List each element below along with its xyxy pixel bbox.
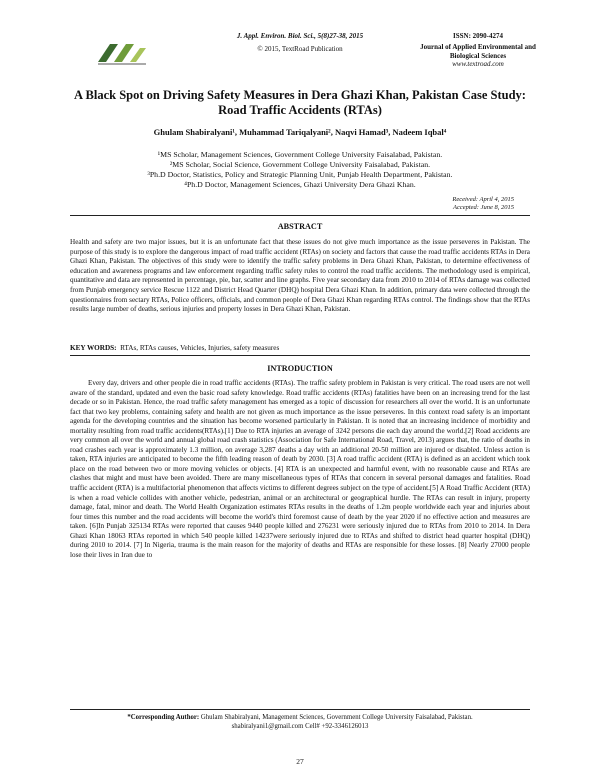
- journal-reference: J. Appl. Environ. Biol. Sci., 5(8)27-38, 2015: [236, 32, 364, 40]
- divider-bottom: [70, 355, 530, 356]
- journal-title: Journal of Applied Environmental and Biological Sciences: [420, 43, 536, 60]
- footnote-contact: shabiralyani1@gmail.com Cell# +92-3346126013: [231, 722, 369, 730]
- intro-text: Every day, drivers and other people die in road traffic accidents (RTAs). The traffic safety problem in Pakistan is very critical. The road users are not well aware of the standard, updated and even the basic road safety knowledge. Road traffic accidents (RTAs) fatalities have been on an increasing trend for the last decade or so in Pakistan. Hence, the road traffic safety management has emerged as a topic of discussion for researchers all over the world. It is an unfortunate fact that two key problems, containing safety and health are not given as much importance as the issue perseveres. In this context road safety is an important agenda for the developing countries and the situation has become worsened particularly in Pakistan. It is noted that an increasing incidence of morbidity and mortality resulting from road traffic accidents(RTAs).[1] Due to RTA injuries an average of 3242 persons die each day around the world.[2] Road accidents are very common all over the world and annual global road crash statistics (Association for Safe International Road, Travel, 2013) argues that, the ratio of deaths in road crashes each year is approximately 1.3 million, on average 3,287 deaths a day with an additional 20-50 million are injured or disabled. Unless action is taken, RTA injuries are anticipated to become the fifth leading reason of death by 2030. [3] A road traffic accident (RTA) is defined as an accident which took place on the road between two or more moving vehicles or objects. [4] RTA is an unexpected and harmful event, with no reasonable cause and RTAs are clashes that might and must have been avoided. There are many miscellaneous types of RTAs that concern in several personal damages and fatalities. Road traffic accident (RTA) is a multifactorial phenomenon that affects victims to different degrees subject on the type of accident.[5] A Road Traffic Accident (RTA) is when a road vehicle collides with another vehicle, pedestrian, animal or an architectural or geographical hurdle. The RTAs can result in injury, property damage, fatal, minor and death. The World Health Organization estimates RTAs results in the deaths of 1.2m people worldwide each year and injuries about four times this number and the road accidents will become the world's third foremost cause of death by the year 2020 if no effective action and measures are taken. [6]In Punjab 325134 RTAs were reported that causes 9440 people killed and 276231 were seriously injured due to RTAs from 2010 to 2014. In Dera Ghazi Khan 18063 RTAs reported in which 540 people killed 14237were seriously injured due to RTAs and shifted to district head quarter hospital (DHQ) during 2010 to 2014. [7] In Nigeria, trauma is the main reason for the majority of deaths and RTAs are responsible for these losses. [8] Nearly 27000 people lose their lives in Iran due to: [70, 379, 530, 559]
- divider-top: [70, 215, 530, 216]
- accepted-date: Accepted: June 8, 2015: [452, 204, 514, 211]
- journal-url[interactable]: www.textroad.com: [452, 60, 504, 68]
- journal-header: [200, 30, 400, 56]
- affiliations: [60, 150, 540, 190]
- affiliation-1: ¹MS Scholar, Management Sciences, Government College University Faisalabad, Pakistan.: [157, 150, 443, 159]
- abstract-text: Health and safety are two major issues, but it is an unfortunate fact that these issues do not give much importance as the issue perseveres in Pakistan. The purpose of this study is to explore the dangerous impact of road traffic accident (RTAs) on society and factors that cause the road traffic accidents RTAs in Dera Ghazi Khan, Pakistan. The objectives of this study were to identify the traffic safety problems in Dera Ghazi Khan, Pakistan, to determine effectiveness of education and awareness programs and law enforcement regarding traffic safety rules to control the road traffic accidents. The methodology used is empirical, quantitative and data are represented in percentage, pie, bar, scatter and line graphs. Five year secondary data from 2010 to 2014 of RTAs damage was collected from Punjab emergency service Rescue 1122 and District Head Quarter (DHQ) hospital Dera Ghazi Khan. In addition, primary data were collected through the questionnaires from sectary RTAs, Police officers, officials, and common people of Dera Ghazi Khan regarding RTAs control. The findings show that the RTAs results large number of deaths, serious injuries and property losses in Dera Ghazi Khan, Pakistan.: [70, 238, 530, 314]
- keywords-label: KEY WORDS:: [70, 344, 117, 352]
- affiliation-3: ³Ph.D Doctor, Statistics, Policy and Strategic Planning Unit, Punjab Health Department, Pakistan.: [147, 170, 453, 179]
- corresponding-author: [70, 714, 530, 731]
- author-list: Ghulam Shabiralyani¹, Muhammad Tariqalyani², Naqvi Hamad³, Nadeem Iqbal⁴: [153, 127, 447, 137]
- received-date: Received: April 4, 2015: [452, 196, 514, 203]
- copyright: © 2015, TextRoad Publication: [257, 45, 343, 53]
- footnote-text: Ghulam Shabiralyani, Management Sciences, Government College University Faisalabad, Pakistan.: [200, 714, 473, 721]
- keywords: [70, 344, 530, 352]
- abstract-heading: ABSTRACT: [277, 222, 323, 231]
- issn: ISSN: 2090-4274: [453, 32, 503, 40]
- textroad-logo-icon: [96, 40, 148, 66]
- footnote-divider: [70, 709, 530, 710]
- intro-heading: INTRODUCTION: [267, 364, 333, 373]
- affiliation-2: ²MS Scholar, Social Science, Government College University Faisalabad, Pakistan.: [169, 160, 431, 169]
- journal-info: [408, 30, 548, 69]
- page-number: 27: [296, 757, 304, 766]
- affiliation-4: ⁴Ph.D Doctor, Management Sciences, Ghazi University Dera Ghazi Khan.: [184, 180, 416, 189]
- submission-dates: [452, 196, 514, 212]
- paper-title: A Black Spot on Driving Safety Measures in Dera Ghazi Khan, Pakistan Case Study: Road Traffic Accidents (RTAs): [74, 88, 526, 117]
- keywords-list: RTAs, RTAs causes, Vehicles, Injuries, safety measures: [120, 344, 280, 352]
- footnote-label: *Corresponding Author:: [127, 714, 200, 721]
